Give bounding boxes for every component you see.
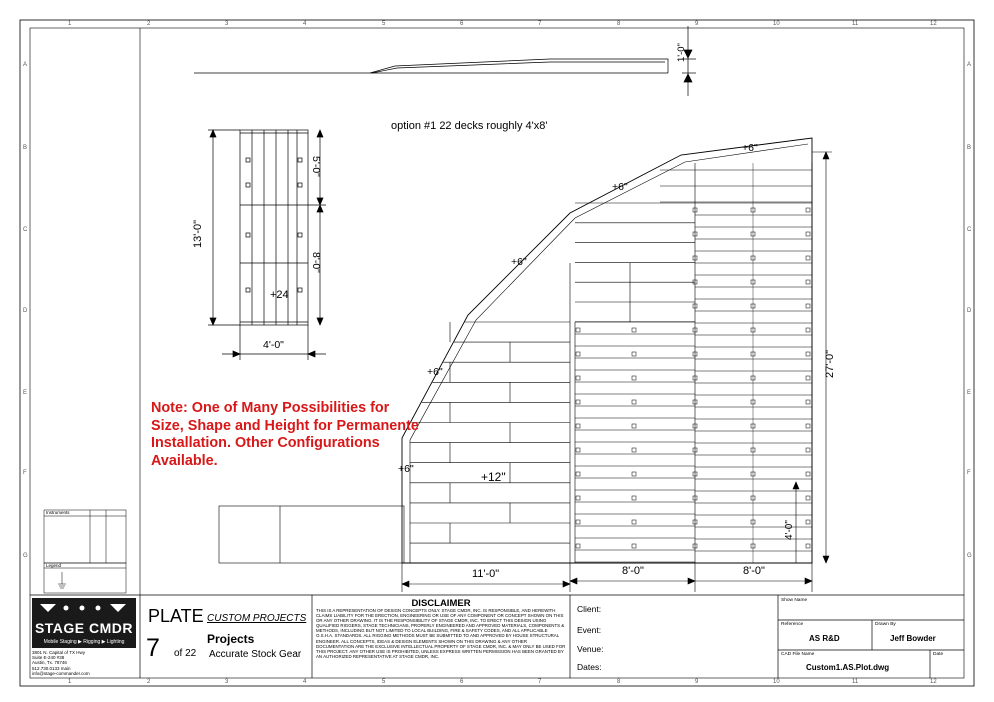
drawn-by-label: Drawn By [875, 622, 896, 627]
venue-label: Venue: [577, 644, 604, 654]
grid-column-label: 9 [695, 679, 699, 685]
right-small-dim: 4'-0" [784, 520, 795, 540]
bottom-dim-2: 8'-0" [622, 565, 644, 577]
grid-column-label: 11 [852, 21, 859, 27]
grid-column-label: 1 [68, 21, 72, 27]
bottom-dim-3: 8'-0" [743, 565, 765, 577]
side-elevation [194, 26, 696, 96]
large-stage-plan [219, 138, 832, 592]
grid-row-label: A [967, 62, 972, 68]
curve-height-4: +6" [427, 366, 443, 378]
address-line: Suite E-240 #38 [32, 655, 65, 661]
grid-column-label: 5 [382, 21, 386, 27]
grid-row-label: C [967, 227, 972, 233]
plate-label: PLATE [148, 606, 204, 626]
legend-label: Legend [46, 563, 62, 568]
option-label: option #1 22 decks roughly 4'x8' [391, 120, 548, 132]
small-plan-lower-dim: 8'-0" [310, 252, 322, 273]
grid-row-label: G [23, 553, 28, 559]
curve-height-1: +6" [742, 142, 758, 154]
logo-text: STAGE CMDR [34, 620, 134, 636]
dates-label: Dates: [577, 662, 602, 672]
bottom-dim-1: 11'-0" [472, 568, 500, 580]
side-panel [44, 510, 126, 593]
address-line: 3801 N. Capital of TX Hwy [32, 650, 85, 655]
logo-tagline: Mobile Staging ▶ Rigging ▶ Lighting [43, 639, 125, 645]
date-label: Date [933, 652, 944, 657]
curve-height-5: +6" [398, 463, 414, 475]
address-line: Austin, Tx. 78746 [32, 660, 67, 666]
grid-column-label: 9 [695, 21, 699, 27]
cad-label: CAD File Name [781, 652, 815, 657]
grid-row-label: D [967, 308, 972, 314]
grid-row-label: B [967, 145, 972, 151]
plate-number: 7 [146, 634, 160, 662]
disclaimer-text: THIS IS A REPRESENTATION OF DESIGN CONCEPTS ONLY. STAGE CMDR, INC. IS RESPONSIBLE, AND HEREWITH CLAIMS LIABILITY FOR THE ERECTION, ENGINEERING OR USE OF ANY COMPONENT OR CONCEPT SHOWN ON THIS OR ANY OTHER DRAWING. IT IS THE RESPONSIBILITY OF STAGE CMDR, INC. TO ERECT THIS DESIGN USING QUALIFIED RIGGERS, STAGE TECHNICIANS, PROPERLY ENGINEERED AND APPROVED MATERIALS, COMPONENTS & METHODS, INCLUDING BUT NOT LIMITED TO LOCAL BUILDING, FIRE & SAFETY CODES, AND ALL APPLICABLE O.S.H.A. STANDARDS. ALL RIGGING METHODS MUST BE SUBMITTED TO AND APPROVED BY HOUSE STRUCTURAL ENGINEER. ALL CONCEPTS, IDEAS & DESIGN ELEMENTS SHOWN ON THIS DRAWING & ANY OTHER DOCUMENTATION ARE THE EXCLUSIVE INTELLECTUAL PROPERTY OF STAGE CMDR, INC. & MAY ONLY BE USED FOR THIS PROJECT. ANY OTHER USE IS PROHIBITED, UNLESS EXPRESS WRITTEN PERMISSION HAS BEEN GRANTED BY AN AUTHORIZED REPRESENTATIVE AT STAGE CMDR, INC. [316, 608, 566, 659]
client-label: Client: [577, 604, 602, 614]
grid-column-label: 2 [147, 679, 151, 685]
show-name-label: Show Name [781, 598, 808, 603]
grid-column-label: 12 [930, 21, 937, 27]
grid-column-label: 10 [773, 21, 780, 27]
grid-column-label: 6 [460, 679, 464, 685]
grid-column-label: 12 [930, 679, 937, 685]
small-plan-upper-dim: 5'-0" [310, 156, 322, 177]
grid-column-label: 7 [538, 679, 542, 685]
grid-row-label: F [23, 470, 27, 476]
drawn-by-value: Jeff Bowder [890, 634, 936, 643]
company-address [32, 650, 136, 676]
large-plan-deck-height: +12" [481, 470, 506, 484]
category-label: CUSTOM PROJECTS [207, 613, 307, 624]
grid-row-label: A [23, 62, 28, 68]
grid-row-label: D [23, 308, 28, 314]
small-plan-deck-height: +24 [270, 289, 289, 301]
grid-column-label: 3 [225, 21, 229, 27]
grid-column-label: 8 [617, 21, 621, 27]
section-label: Projects [207, 632, 255, 646]
disclaimer-title: DISCLAIMER [411, 598, 471, 609]
instruments-label: Instruments [46, 510, 70, 515]
grid-column-label: 5 [382, 679, 386, 685]
grid-column-label: 6 [460, 21, 464, 27]
grid-column-label: 3 [225, 679, 229, 685]
reference-value: AS R&D [809, 634, 840, 643]
plate-of: of 22 [174, 648, 197, 659]
grid-row-label: G [967, 553, 972, 559]
subtitle-label: Accurate Stock Gear [209, 649, 302, 660]
address-line: info@stage-commander.com [32, 670, 90, 676]
event-label: Event: [577, 625, 602, 635]
curve-height-2: +6" [612, 181, 628, 193]
grid-column-label: 4 [303, 21, 307, 27]
configuration-note: Note: One of Many Possibilities for Size, Shape and Height for Permanente Installation. Other Configurations Available. [151, 400, 419, 469]
grid-column-label: 4 [303, 679, 307, 685]
grid-column-label: 2 [147, 21, 151, 27]
grid-row-label: C [23, 227, 28, 233]
grid-row-label: B [23, 145, 28, 151]
grid-row-label: E [967, 390, 972, 396]
address-line: 512.730.0133 main [32, 665, 71, 671]
reference-label: Reference [781, 622, 804, 627]
grid-column-label: 7 [538, 21, 542, 27]
small-stage-plan [208, 130, 326, 360]
grid-row-label: E [23, 390, 28, 396]
grid-column-label: 1 [68, 679, 72, 685]
small-plan-width: 4'-0" [263, 339, 284, 351]
small-plan-height: 13'-0" [192, 219, 204, 248]
rise-dimension: 1'-0" [676, 43, 687, 62]
grid-row-label: F [967, 470, 971, 476]
large-plan-height: 27'-0" [824, 349, 836, 378]
grid-column-label: 8 [617, 679, 621, 685]
grid-column-label: 11 [852, 679, 859, 685]
grid-column-label: 10 [773, 679, 780, 685]
curve-height-3: +6" [511, 256, 527, 268]
cad-value: Custom1.AS.Plot.dwg [806, 663, 890, 672]
